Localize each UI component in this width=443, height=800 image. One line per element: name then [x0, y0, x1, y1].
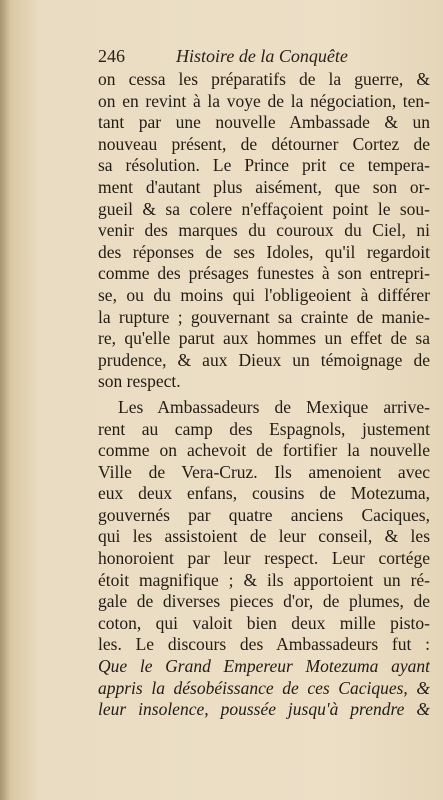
text-line: prudence, & aux Dieux un témoignage de	[98, 349, 430, 370]
text-line: étoit magnifique ; & ils apportoient un ré-	[98, 569, 430, 590]
text-line: qui les assistoient de leur conseil, & les	[98, 526, 430, 547]
running-title: Histoire de la Conquête	[176, 46, 348, 66]
text-line: venir des marques du couroux du Ciel, ni	[98, 220, 430, 241]
text-line: appris la désobéissance de ces Caciques, &	[98, 677, 430, 698]
text-line: sa résolution. Le Prince prit ce tempera-	[98, 155, 430, 176]
text-line: les. Le discours des Ambassadeurs fut :	[98, 634, 430, 655]
text-line: leur insolence, poussée jusqu'à prendre &	[98, 699, 430, 720]
text-line: Que le Grand Empereur Motezuma ayant	[98, 656, 430, 677]
text-line: gale de diverses pieces d'or, de plumes, de	[98, 591, 430, 612]
text-line: coton, qui valoit bien deux mille pisto-	[98, 612, 430, 633]
page-header	[98, 46, 428, 70]
text-line: on cessa les préparatifs de la guerre, &	[98, 69, 430, 89]
text-line: tant par une nouvelle Ambassade & un	[98, 112, 430, 133]
text-line: on en revint à la voye de la négociation, ten-	[98, 90, 430, 111]
text-line: Les Ambassadeurs de Mexique arrive-	[118, 396, 430, 417]
text-line: eux deux enfans, cousins de Motezuma,	[98, 483, 430, 504]
page-number: 246	[98, 46, 125, 66]
text-line: honoroient par leur respect. Leur cortége	[98, 548, 430, 569]
text-line: se, ou du moins qui l'obligeoient à différer	[98, 284, 430, 305]
text-line: Ville de Vera-Cruz. Ils amenoient avec	[98, 461, 430, 482]
body-text	[98, 69, 430, 721]
text-line: comme des présages funestes à son entrepri-	[98, 263, 430, 284]
text-line: gouvernés par quatre anciens Caciques,	[98, 504, 430, 525]
text-line: la rupture ; gouvernant sa crainte de manie-	[98, 306, 430, 327]
text-line: nouveau présent, de détourner Cortez de	[98, 133, 430, 154]
text-line: ment d'autant plus aisément, que son or-	[98, 176, 430, 197]
text-line: des réponses de ses Idoles, qu'il regardoit	[98, 241, 430, 262]
text-line: son respect.	[98, 371, 181, 392]
text-line: comme on achevoit de fortifier la nouvelle	[98, 440, 430, 461]
text-line: rent au camp des Espagnols, justement	[98, 418, 430, 439]
text-line: re, qu'elle parut aux hommes un effet de sa	[98, 328, 430, 349]
text-line: gueil & sa colere n'effaçoient point le sou-	[98, 198, 430, 219]
